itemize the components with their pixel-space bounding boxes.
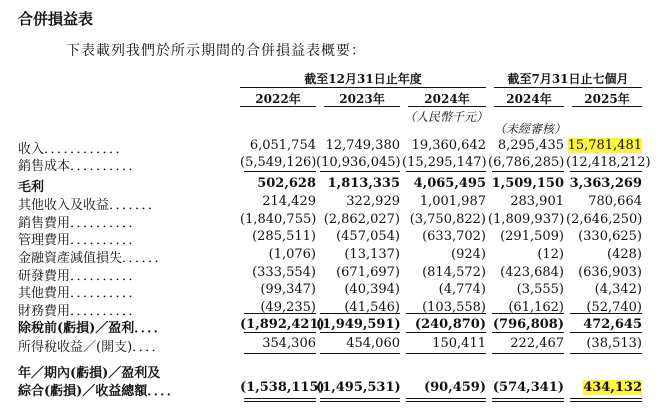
cell-gross-profit-0: 502,628 (257, 176, 316, 191)
pretax-rule (406, 332, 486, 333)
cell-pre-tax-result-2: (240,870) (414, 317, 486, 332)
cell-impairment-loss-0: (1,076) (268, 247, 316, 262)
row-label-gross-profit: 毛利 (18, 180, 45, 195)
row-label-rnd-expenses: 研發費用．．．．．．．．．． (18, 269, 142, 284)
total-double-rule-bottom (492, 401, 564, 402)
year-rule-2025-7m (572, 106, 642, 107)
cell-admin-expenses-1: (457,054) (336, 229, 400, 244)
total-double-rule-bottom (570, 401, 642, 402)
row-label-income-tax: 所得稅收益／(開支)．．．． (18, 340, 165, 355)
total-double-rule-top (570, 398, 642, 399)
subtotal-rule (570, 353, 642, 354)
cell-cost-of-sales-4: (12,418,212) (566, 155, 651, 170)
header-full-year: 截至12月31日止年度 (304, 72, 422, 86)
cell-revenue-2: 19,360,642 (411, 138, 486, 153)
cell-income-tax-4: (38,513) (586, 336, 642, 351)
year-header-2023: 2023年 (339, 92, 385, 106)
cell-rnd-expenses-3: (423,684) (500, 265, 564, 280)
total-double-rule-bottom (406, 401, 486, 402)
cell-other-income-3: 283,901 (510, 194, 564, 209)
total-double-rule-top (320, 398, 400, 399)
pretax-rule (320, 332, 400, 333)
subtotal-rule (406, 313, 486, 314)
subtotal-rule (570, 171, 642, 172)
cell-admin-expenses-4: (330,625) (578, 229, 642, 244)
unit-note: （人民幣千元） (403, 110, 488, 124)
header-seven-months-rule (494, 87, 642, 88)
cell-cost-of-sales-1: (10,936,045) (316, 155, 401, 170)
cell-other-income-4: 780,664 (588, 194, 642, 209)
unaudited-note: （未經審核） (493, 122, 566, 136)
cell-income-tax-3: 222,467 (510, 336, 564, 351)
year-rule-2022 (240, 106, 316, 107)
header-full-year-rule (240, 87, 486, 88)
pretax-rule (244, 332, 316, 333)
year-header-2025-7m: 2025年 (584, 92, 630, 106)
cell-revenue-4 (566, 138, 642, 153)
cell-admin-expenses-2: (633,702) (422, 229, 486, 244)
total-double-rule-top (406, 398, 486, 399)
year-header-2024-7m: 2024年 (506, 92, 552, 106)
cell-gross-profit-4: 3,363,269 (569, 176, 642, 191)
highlight-mark: 434,132 (583, 380, 642, 395)
cell-gross-profit-3: 1,509,150 (491, 176, 564, 191)
year-header-2022: 2022年 (255, 92, 301, 106)
cell-gross-profit-1: 1,813,335 (327, 176, 400, 191)
year-header-2024: 2024年 (424, 92, 470, 106)
section-title: 合併損益表 (18, 10, 94, 28)
subtotal-rule (244, 171, 316, 172)
cell-finance-costs-4: (52,740) (586, 300, 642, 315)
total-double-rule-bottom (320, 401, 400, 402)
cell-income-tax-0: 354,306 (262, 336, 316, 351)
row-label-pre-tax-result: 除稅前(虧損)／盈利．．．． (18, 321, 167, 336)
cell-income-tax-1: 454,060 (346, 336, 400, 351)
cell-revenue-3: 8,295,435 (497, 138, 564, 153)
cell-revenue-1: 12,749,380 (325, 138, 400, 153)
year-rule-2023 (324, 106, 400, 107)
cell-impairment-loss-2: (924) (451, 247, 486, 262)
subtotal-rule (244, 353, 316, 354)
cell-gross-profit-2: 4,065,495 (413, 176, 486, 191)
cell-impairment-loss-3: (12) (537, 247, 564, 262)
row-label-other-income: 其他收入及收益．．．．．．． (18, 198, 162, 213)
subtotal-rule (320, 353, 400, 354)
cell-revenue-0: 6,051,754 (249, 138, 316, 153)
subtotal-rule (320, 171, 400, 172)
cell-total-3: (574,341) (492, 380, 564, 395)
cell-selling-expenses-4: (2,646,250) (566, 212, 643, 227)
highlight-mark: 15,781,481 (567, 138, 642, 153)
cell-selling-expenses-1: (2,862,027) (323, 212, 400, 227)
subtotal-rule (492, 171, 564, 172)
total-double-rule-top (244, 398, 316, 399)
cell-selling-expenses-3: (1,809,937) (488, 212, 565, 227)
subtotal-rule (492, 353, 564, 354)
cell-other-expenses-0: (99,347) (260, 282, 316, 297)
cell-selling-expenses-0: (1,840,755) (240, 212, 317, 227)
cell-other-expenses-2: (4,774) (438, 282, 486, 297)
subtotal-rule (320, 313, 400, 314)
cell-rnd-expenses-2: (814,572) (422, 265, 486, 280)
cell-pre-tax-result-1: (1,949,591) (316, 317, 401, 332)
cell-rnd-expenses-1: (671,697) (336, 265, 400, 280)
final-label-line2: 綜合(虧損)／收益總額．．．． (18, 384, 180, 399)
pretax-rule (570, 332, 642, 333)
subtotal-rule (570, 313, 642, 314)
cell-impairment-loss-1: (13,137) (344, 247, 400, 262)
cell-pre-tax-result-3: (796,808) (492, 317, 564, 332)
row-label-revenue: 收入．．．．．．．．．．．． (18, 142, 129, 157)
cell-total-2: (90,459) (423, 380, 486, 395)
cell-admin-expenses-0: (285,511) (252, 229, 316, 244)
cell-other-expenses-1: (40,394) (344, 282, 400, 297)
cell-pre-tax-result-4: 472,645 (583, 317, 642, 332)
cell-finance-costs-3: (61,162) (508, 300, 564, 315)
year-rule-2024 (408, 106, 486, 107)
cell-finance-costs-1: (41,546) (344, 300, 400, 315)
row-label-impairment-loss: 金融資產減值損失．．．．．． (18, 251, 168, 266)
cell-other-income-2: 1,001,987 (419, 194, 486, 209)
row-label-finance-costs: 財務費用．．．．．．．．．． (18, 304, 142, 319)
cell-income-tax-2: 150,411 (432, 336, 486, 351)
cell-other-expenses-4: (4,342) (594, 282, 642, 297)
final-label-line1: 年／期內(虧損)／盈利及 (18, 366, 161, 381)
cell-rnd-expenses-4: (636,903) (578, 265, 642, 280)
row-label-cost-of-sales: 銷售成本．．．．．．．．．． (18, 159, 142, 174)
cell-cost-of-sales-0: (5,549,126) (240, 155, 317, 170)
cell-other-expenses-3: (3,555) (516, 282, 564, 297)
subtotal-rule (406, 353, 486, 354)
subtotal-rule (492, 313, 564, 314)
cell-finance-costs-2: (103,558) (422, 300, 486, 315)
row-label-admin-expenses: 管理費用．．．．．．．．．． (18, 233, 142, 248)
cell-admin-expenses-3: (291,509) (500, 229, 564, 244)
subtotal-rule (244, 313, 316, 314)
header-seven-months: 截至7月31日止七個月 (507, 72, 629, 86)
cell-selling-expenses-2: (3,750,822) (409, 212, 486, 227)
total-double-rule-top (492, 398, 564, 399)
year-rule-2024-7m (494, 106, 564, 107)
cell-impairment-loss-4: (428) (607, 247, 642, 262)
total-double-rule-bottom (244, 401, 316, 402)
cell-rnd-expenses-0: (333,554) (252, 265, 316, 280)
subtotal-rule (406, 171, 486, 172)
cell-pre-tax-result-0: (1,892,421) (240, 317, 325, 332)
cell-finance-costs-0: (49,235) (260, 300, 316, 315)
cell-total-0: (1,538,115) (240, 380, 325, 395)
cell-other-income-1: 322,929 (346, 194, 400, 209)
cell-other-income-0: 214,429 (262, 194, 316, 209)
pretax-rule (492, 332, 564, 333)
cell-cost-of-sales-3: (6,786,285) (488, 155, 565, 170)
cell-total-4 (566, 380, 642, 395)
cell-cost-of-sales-2: (15,295,147) (402, 155, 487, 170)
intro-text: 下表載列我們於所示期間的合併損益表概要： (66, 43, 366, 59)
cell-total-1: (1,495,531) (316, 380, 401, 395)
row-label-selling-expenses: 銷售費用．．．．．．．．．． (18, 216, 142, 231)
row-label-other-expenses: 其他費用．．．．．．．．．． (18, 286, 142, 301)
